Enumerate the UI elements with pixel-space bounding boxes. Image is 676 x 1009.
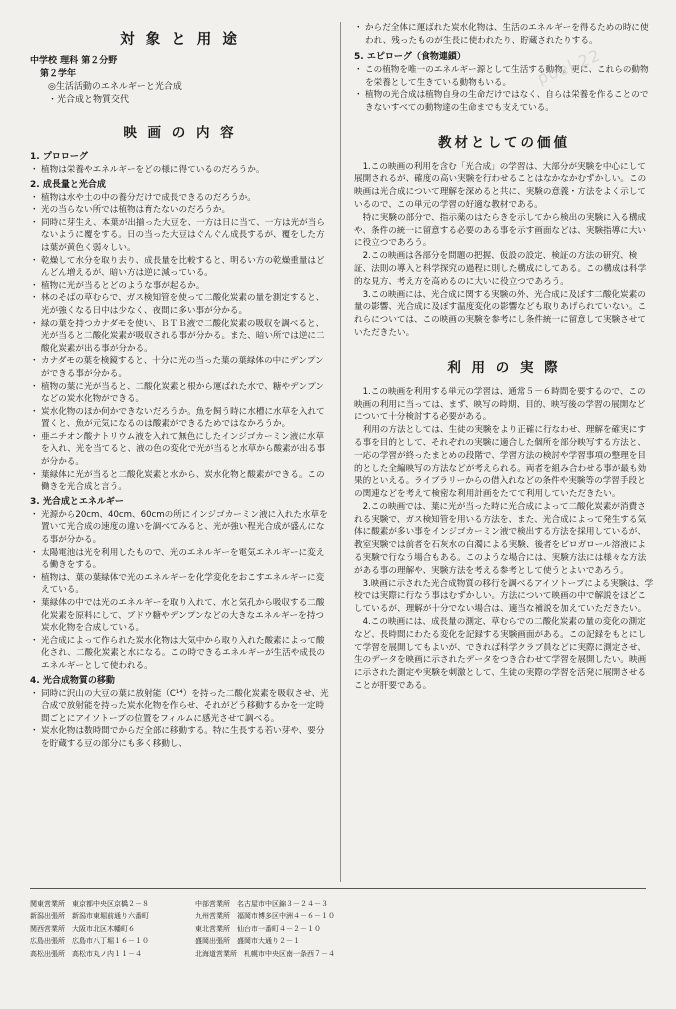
list-item: ・ 林のそばの草むらで、ガス検知管を使って二酸化炭素の量を測定すると、光が強くなる日中は少なく、夜間に多い事が分かる。	[30, 292, 330, 317]
list-item: ・ 太陽電池は光を利用したもので、光のエネルギーを電気エネルギーに変える働きをする。	[30, 547, 330, 572]
address-row	[30, 935, 360, 947]
list-item: ・ 植物に光が当るとどのような事が起るか。	[30, 280, 330, 293]
target-title: 対 象 と 用 途	[120, 32, 240, 48]
usage-paragraph: 2.この映画では、葉に光が当った時に光合成によって二酸化炭素が消費される実験で、ガス検知管を用いる方法を、また、光合成によって発生する気体に酸素が多い事をインジゴカーミン液で検出する方法を採用しているが、教室実験では前者を石灰水の白濁による実験、後者をピロガロール溶液による実験で行なう場合もある。このような場合には、実験方法には様々な方法がある事の理解や、実験方法を考える参考として使うとよいであろう。	[354, 501, 647, 576]
list-item: ・ 炭水化物のほか何かできないだろうか。魚を飼う時に水槽に水草を入れて置くと、魚が元気になるのは酸素ができるためではなかろうか。	[30, 406, 330, 431]
usage-paragraph: 4.この映画には、成長量の測定、草むらでの二酸化炭素の量の変化の測定など、長時間にわたる変化を記録する実験画面がある。この記録をもとにして学習を展開してもよいが、できれば科学クラブ員などに実際に測定させ、生のデータを映画に示されたデータをつき合わせて学習を展開したい。映画に示された測定や実験を刺激として、生徒の実際の学習を活発に展開させることが肝要である。	[354, 617, 647, 692]
list-item: ・ 同時に沢山の大豆の葉に放射能（C¹⁴）を持った二酸化炭素を吸収させ、光合成で放射能を持った炭水化物を作らせ、それがどう移動するかを一定時間ごとにアイソトープの位置をフィルムに感光させて調べる。	[30, 688, 330, 726]
footer-divider	[30, 888, 646, 889]
list-item: ・ カナダモの葉を検鏡すると、十分に光の当った葉の葉緑体の中にデンプンができる事が分かる。	[30, 355, 330, 380]
list-item: ・ 葉緑体の中では光のエネルギーを取り入れて、水と気孔から吸収する二酸化炭素を原料にして、ブドウ糖やデンプンなどの大きなエネルギーを持つ炭水化物を合成している。	[30, 597, 330, 635]
list-item: ・ 亜ニチオン酸ナトリウム液を入れて無色にしたインジゴカーミン液に水草を入れ、光を当てると、液の色の変化で光が当ると水草から酸素が出る事が分かる。	[30, 431, 330, 469]
value-paragraph: 3.この映画には、光合成に関する実験の外、光合成に及ぼす二酸化炭素の量の影響、光合成に及ぼす温度変化の影響なども取りあげられていない。これらについては、この映画の実験を参考にし条件統一に留意して実験させていただきたい。	[354, 289, 647, 338]
section-heading-prologue: 1. プロローグ	[30, 152, 88, 162]
list-item: ・ 葉緑体に光が当ると二酸化炭素と水から、炭水化物と酸素ができる。この働きを光合成と言う。	[30, 469, 330, 494]
transport-list-continued	[354, 22, 654, 47]
section-heading-transport: 4. 光合成物質の移動	[30, 675, 115, 686]
office-address: 九州営業所 福岡市博多区中洲４－６－１０	[195, 912, 335, 921]
office-address: 盛岡出張所 盛岡市大通り２－１	[195, 937, 300, 946]
left-column	[30, 22, 330, 751]
column-divider	[340, 22, 341, 882]
content-title: 映 画 の 内 容	[123, 125, 237, 141]
energy-list	[30, 509, 330, 673]
list-item: ・ 同時に芽生え、本葉が出揃った大豆を、一方は日に当て、一方は光が当らないように覆をする。日の当った大豆はぐんぐん成長するが、覆をした方は葉が黄色く弱々しい。	[30, 217, 330, 255]
office-address: 関西営業所 大阪市北区木幡町６	[30, 924, 135, 933]
grade-line: 第２学年	[40, 69, 77, 79]
list-item: ・ 炭水化物は数時間でからだ全部に移動する。特に生長する若い芽や、要分を貯蔵する豆の部分にも多く移動し、	[30, 725, 330, 750]
faded-watermark: poel 22	[534, 45, 604, 89]
value-paragraph: 1.この映画の利用を含む「光合成」の学習は、大部分が実験を中心にして展開されるが、確度の高い実験を行わせることはなかなかむずかしい。この映画は光合成について理解を深めると共に、実験の意義・方法をよく示しているので、この単元の学習の好適な教材である。	[354, 161, 647, 210]
value-title: 教材としての価値	[438, 134, 570, 151]
address-row	[30, 898, 360, 910]
list-item: ・ この植物を唯一のエネルギー源として生活する動物。更に、これらの動物を栄養として生きている動物もいる。	[354, 64, 654, 89]
office-address: 高松出張所 高松市丸ノ内１１－４	[30, 949, 142, 958]
list-item: ・ 緑の葉を持つカナダモを使い、ＢＴＢ液で二酸化炭素の吸収を調べると、光が当ると二酸化炭素が吸収される事が分かる。また、暗い所では逆に二酸化炭素が出る事が分かる。	[30, 318, 330, 356]
usage-title: 利 用 の 実 際	[447, 359, 561, 376]
list-item: ・ 光合成によって作られた炭水化物は大気中から取り入れた酸素によって酸化され、二酸化炭素と水になる。この時できるエネルギーが生活や成長のエネルギーとして使われる。	[30, 635, 330, 673]
office-address: 中部営業所 名古屋市中区錦３－２４－３	[195, 900, 328, 908]
list-item: ・ からだ全体に運ばれた炭水化物は、生活のエネルギーを得るための時に使われ、残ったものが生長に使われたり、貯蔵されたりする。	[354, 22, 654, 47]
address-row	[30, 948, 360, 960]
office-address: 関東営業所 東京都中央区京橋２－８	[30, 900, 149, 908]
section-heading-epilogue: 5. エピローグ（食物連鎖）	[354, 52, 466, 63]
list-item: ・ 光の当らない所では植物は育たないのだろうか。	[30, 204, 330, 217]
list-item: ・ 植物は、葉の葉緑体で光のエネルギーを化学変化をおこすエネルギーに変えている。	[30, 572, 330, 597]
value-paragraph: 特に実験の部分で、指示薬のはたらきを示してから検出の実験に入る構成や、条件の統一に留意する必要のある事を示す画面などは、実験指導に大いに役立つであろう。	[354, 212, 647, 249]
unit-line-1: ◎生活活動のエネルギーと光合成	[48, 82, 182, 92]
list-item: ・ 植物の葉に光が当ると、二酸化炭素と根から運ばれた水で、糖やデンプンなどの炭水化物ができる。	[30, 381, 330, 406]
right-column	[354, 22, 654, 693]
unit-line-2: ・光合成と物質交代	[48, 95, 130, 105]
list-item: ・ 植物は栄養やエネルギーをどの様に得ているのだろうか。	[30, 164, 330, 177]
office-address: 新潟出張所 新潟市東堀前通り六番町	[30, 912, 149, 921]
school-subject-line: 中学校 理科 第２分野	[30, 56, 118, 66]
epilogue-list	[354, 64, 654, 114]
address-row	[30, 923, 360, 935]
address-row	[30, 910, 360, 922]
office-address: 北海道営業所 札幌市中央区南一条西７－４	[195, 949, 335, 958]
transport-list	[30, 688, 330, 751]
usage-paragraph: 1.この映画を利用する単元の学習は、通常５－６時間を要するので、この映画の利用に当っては、まず、映写の時期、目的、映写後の学習の展開などについて十分検討する必要がある。	[354, 386, 646, 423]
list-item: ・ 乾燥して水分を取り去り、成長量を比較すると、明るい方の乾燥重量はどんどん増えるが、暗い方は逆に減っている。	[30, 255, 330, 280]
list-item: ・ 植物は水や土の中の養分だけで成長できるのだろうか。	[30, 192, 330, 205]
section-heading-growth: 2. 成長量と光合成	[30, 179, 106, 190]
usage-paragraph: 3.映画に示された光合成物質の移行を調べるアイソトープによる実験は、学校では実際に行なう事はむずかしい。方法について映画の中で解説をほどこしているが、理解が十分でない場合は、適当な補説を加えていただきたい。	[354, 578, 654, 615]
prologue-list	[30, 164, 330, 177]
list-item: ・ 植物の光合成は植物自身の生命だけではなく、自らは栄養を作ることのできないすべての動物達の生命までも支えている。	[354, 89, 654, 114]
list-item: ・ 光源から20cm、40cm、60cmの所にインジゴカーミン液に入れた水草を置いて光合成の速度の違いを調べてみると、光が強い程光合成が盛んになる事が分かる。	[30, 509, 330, 547]
office-address-list	[30, 898, 360, 960]
office-address: 広島出張所 広島市八丁堀１６－１０	[30, 937, 149, 946]
value-paragraph: 2.この映画は各部分を問題の把握、仮設の設定、検証の方法の研究、検証、法則の導入と科学探究の過程に則した構成にしてある。この構成は科学的な見方、考え方を高めるのに大いに役立つであろう。	[354, 251, 647, 287]
office-address: 東北営業所 仙台市一番町４－２－１０	[195, 924, 321, 933]
section-heading-energy: 3. 光合成とエネルギー	[30, 496, 124, 507]
growth-list	[30, 192, 330, 494]
usage-paragraph: 利用の方法としては、生徒の実験をより正確に行なわせ、理解を確実にする事を目的として、それぞれの実験に適合した個所を部分映写する方法と、一応の学習が終ったまとめの段階で、学習方法の検討や学習事項の整理を目的とした全編映写の方法などが考えられる。両者を組み合わせる事が最も効果的といえる。ライブラリーからの借入れなどの条件や実験等の学習手段との関連などを考えて検密な利用計画をたてて利用していただきたい。	[354, 425, 647, 500]
